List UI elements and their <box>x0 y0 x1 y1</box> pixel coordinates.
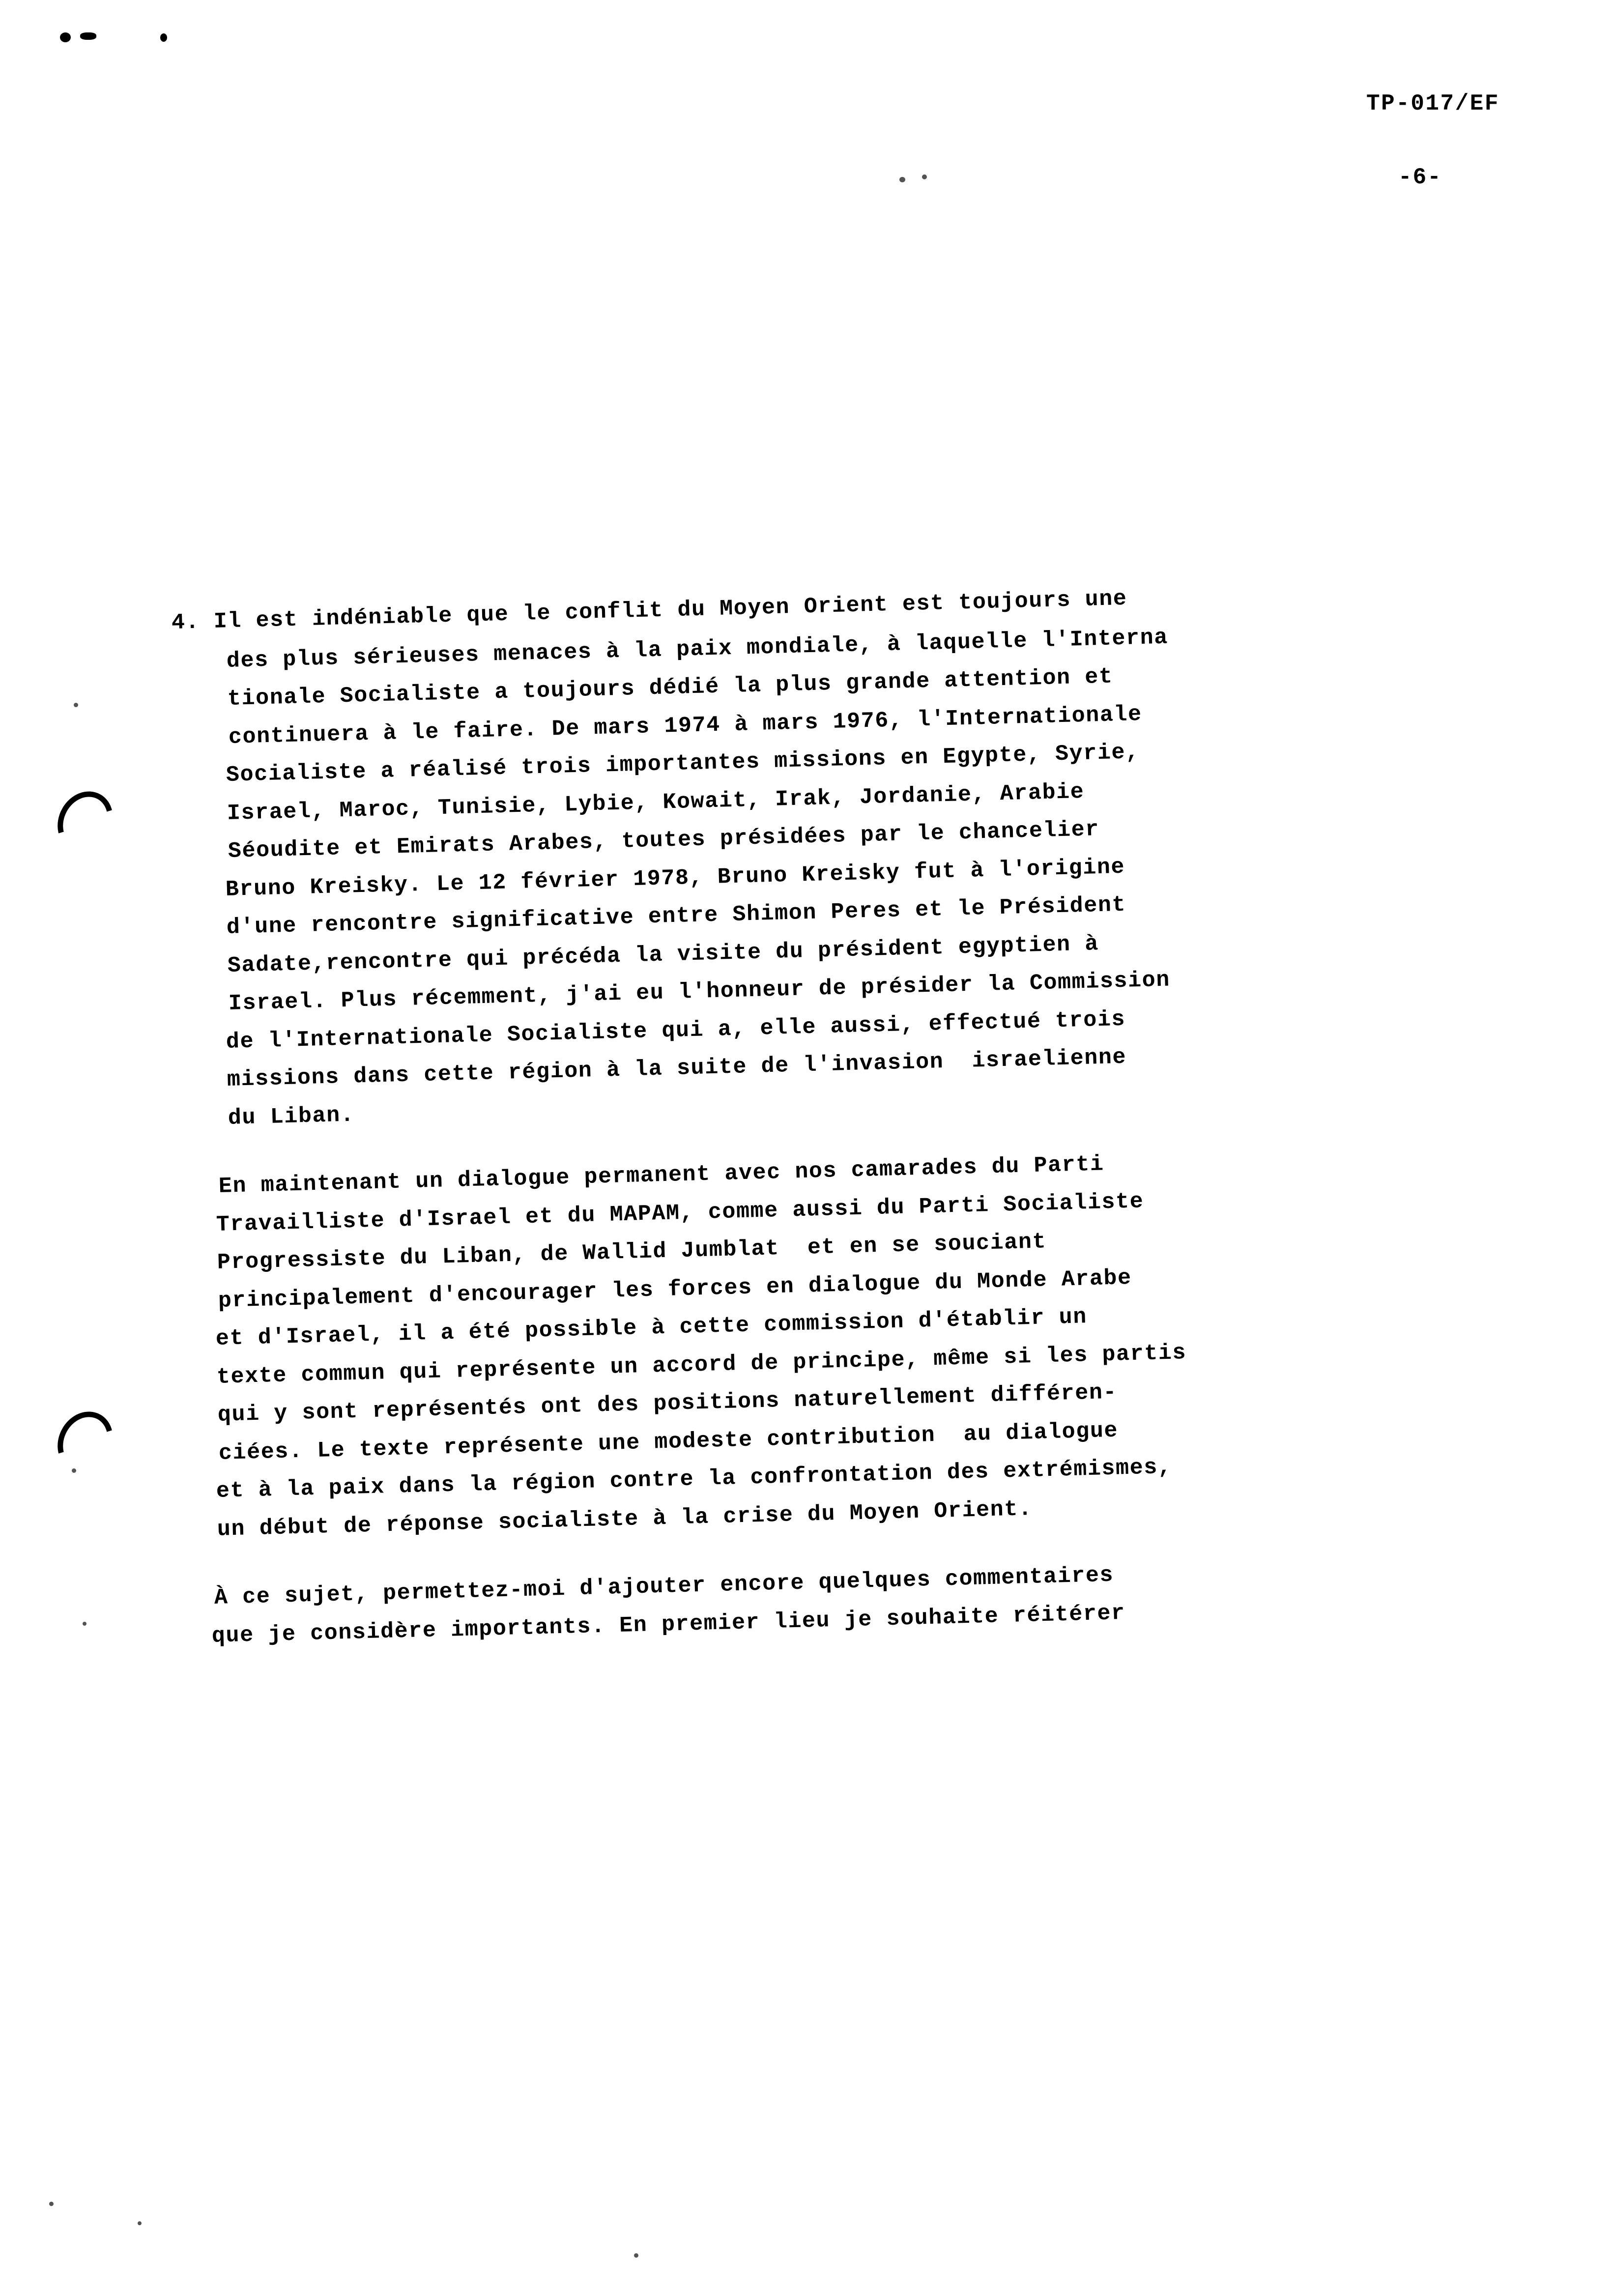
text-line: Socialiste a réalisé trois importantes missions en Egypte, Syrie, <box>226 739 1140 788</box>
text-line: En maintenant un dialogue permanent avec nos camarades du Parti <box>218 1151 1105 1199</box>
text-line: principalement d'encourager les forces en dialogue du Monde Arabe <box>218 1265 1132 1314</box>
text-line: texte commun qui représente un accord de principe, même si les partis <box>216 1340 1187 1390</box>
text-line: que je considère importants. En premier lieu je souhaite réitérer <box>211 1600 1126 1649</box>
text-line: Sadate,rencontre qui précéda la visite du président egyptien à <box>227 931 1099 978</box>
text-line: d'une rencontre significative entre Shimon Peres et le Président <box>226 892 1126 940</box>
text-line: Travailliste d'Israel et du MAPAM, comme aussi du Parti Socialiste <box>216 1188 1144 1237</box>
page-number: -6- <box>1398 165 1442 190</box>
text-line: À ce sujet, permettez-moi d'ajouter encore quelques commentaires <box>214 1562 1114 1610</box>
text-line: Israel. Plus récemment, j'ai eu l'honneur de présider la Commission <box>228 967 1171 1016</box>
text-line: Séoudite et Emirats Arabes, toutes présidées par le chancelier <box>228 817 1100 864</box>
text-line: Progressiste du Liban, de Wallid Jumblat et en se souciant <box>217 1229 1047 1275</box>
text-line: et d'Israel, il a été possible à cette commission d'établir un <box>215 1304 1088 1351</box>
text-line: ciées. Le texte représente une modeste contribution au dialogue <box>218 1418 1119 1466</box>
text-line: tionale Socialiste a toujours dédié la plus grande attention et <box>227 664 1114 712</box>
text-line: Bruno Kreisky. Le 12 février 1978, Bruno Kreisky fut à l'origine <box>225 854 1125 902</box>
text-line: Israel, Maroc, Tunisie, Lybie, Kowait, Irak, Jordanie, Arabie <box>227 779 1085 826</box>
text-line: qui y sont représentés ont des positions naturellement différen- <box>217 1379 1118 1428</box>
text-line: un début de réponse socialiste à la crise du Moyen Orient. <box>217 1496 1033 1542</box>
document-reference: TP-017/EF <box>1366 91 1499 116</box>
text-line: missions dans cette région à la suite de l'invasion israelienne <box>227 1044 1127 1092</box>
text-line: continuera à le faire. De mars 1974 à mars 1976, l'Internationale <box>228 701 1143 750</box>
text-line: du Liban. <box>228 1102 355 1131</box>
text-line: des plus sérieuses menaces à la paix mondiale, à laquelle l'Interna <box>226 625 1169 674</box>
text-line: 4. Il est indéniable que le conflit du Moyen Orient est toujours une <box>171 586 1128 635</box>
text-line: et à la paix dans la région contre la confrontation des extrémismes, <box>216 1454 1173 1504</box>
text-line: de l'Internationale Socialiste qui a, elle aussi, effectué trois <box>226 1006 1126 1055</box>
